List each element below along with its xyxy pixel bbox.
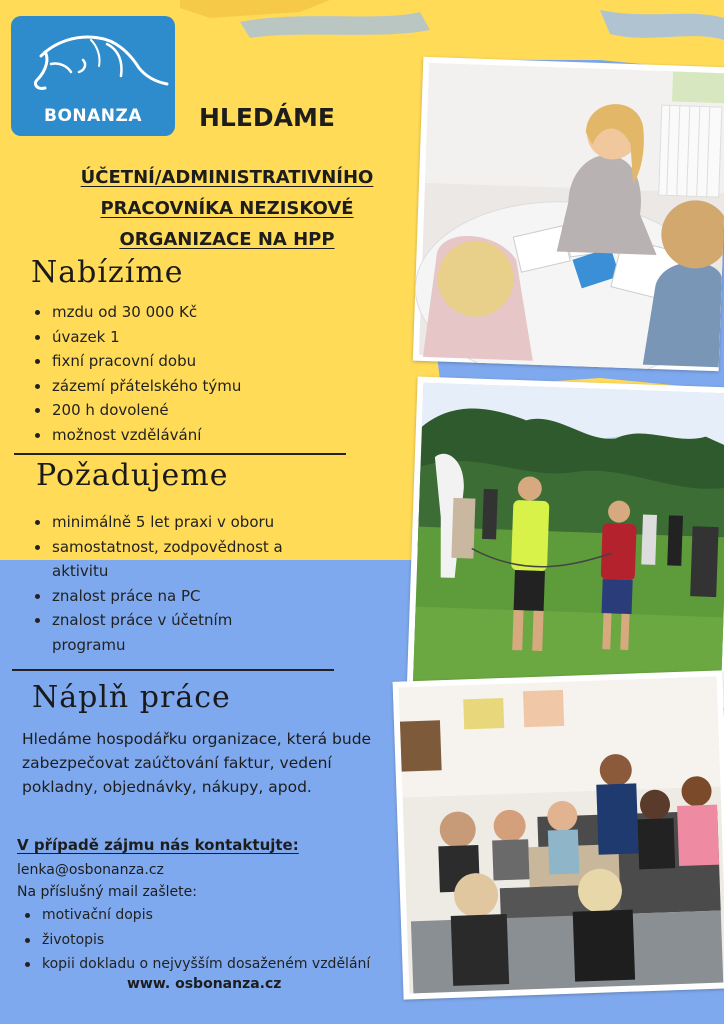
offer-list xyxy=(30,300,241,448)
list-item: znalost práce v účetním programu xyxy=(30,608,272,657)
offer-heading: Nabízíme xyxy=(31,255,184,290)
position-line: PRACOVNÍKA NEZISKOVÉ xyxy=(100,198,354,219)
photo-indoor xyxy=(393,670,724,999)
list-item: zázemí přátelského týmu xyxy=(30,374,241,399)
position-line: ORGANIZACE NA HPP xyxy=(119,229,335,250)
job-description: Hledáme hospodářku organizace, která bude zabezpečovat zaúčtování faktur, vedení pokladny, objednávky, nákupy, apod. xyxy=(22,730,372,796)
requirements-list xyxy=(30,510,350,658)
list-item: kopii dokladu o nejvyšším dosaženém vzdělání xyxy=(20,952,370,977)
page-title: HLEDÁME xyxy=(199,103,335,132)
list-item: úvazek 1 xyxy=(30,325,241,350)
photo-outdoor xyxy=(407,377,724,708)
list-item: možnost vzdělávání xyxy=(30,423,241,448)
list-item: samostatnost, zodpovědnost a aktivitu xyxy=(30,535,322,584)
list-item: minimálně 5 let praxi v oboru xyxy=(30,510,350,535)
divider xyxy=(12,669,334,671)
list-item: motivační dopis xyxy=(20,903,370,928)
horse-head-icon xyxy=(11,16,175,108)
bonanza-logo xyxy=(11,16,175,136)
list-item: životopis xyxy=(20,928,370,953)
photo-office xyxy=(413,57,724,371)
logo-text: BONANZA xyxy=(43,106,142,126)
website-link[interactable]: www. osbonanza.cz xyxy=(127,976,282,992)
list-item: 200 h dovolené xyxy=(30,398,241,423)
list-item: znalost práce na PC xyxy=(30,584,350,609)
contact-title: V případě zájmu nás kontaktujte: xyxy=(17,836,299,854)
job-heading: Náplň práce xyxy=(32,680,231,715)
contact-email[interactable]: lenka@osbonanza.cz xyxy=(17,862,164,878)
position-title xyxy=(30,162,424,255)
attachments-list xyxy=(20,903,370,977)
position-line: ÚČETNÍ/ADMINISTRATIVNÍHO xyxy=(80,167,374,188)
send-label: Na příslušný mail zašlete: xyxy=(17,884,197,900)
requirements-heading: Požadujeme xyxy=(36,458,229,493)
list-item: mzdu od 30 000 Kč xyxy=(30,300,241,325)
divider xyxy=(14,453,346,455)
list-item: fixní pracovní dobu xyxy=(30,349,241,374)
